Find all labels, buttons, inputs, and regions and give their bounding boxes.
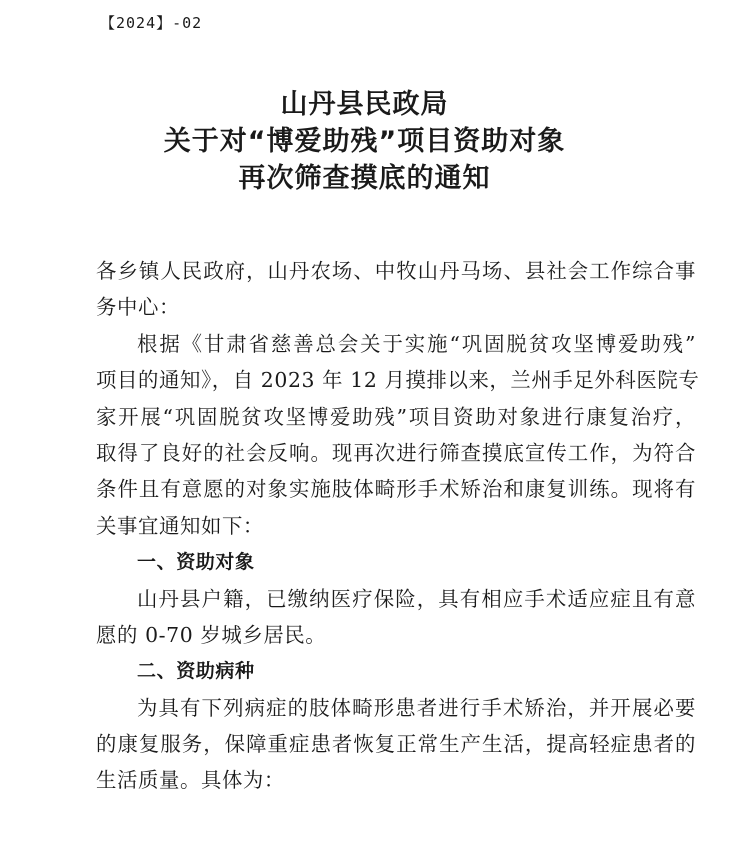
paragraph-line: 山丹县户籍，已缴纳医疗保险，具有相应手术适应症且有意: [137, 586, 696, 611]
paragraph-line: 项目的通知》，自 2023 年 12 月摸排以来，兰州手足外科医院专: [96, 368, 700, 393]
paragraph-line: 家开展“巩固脱贫攻坚博爱助残”项目资助对象进行康复治疗，: [96, 404, 696, 429]
paragraph-line: 条件且有意愿的对象实施肢体畸形手术矫治和康复训练。现将有: [96, 477, 696, 502]
paragraph-line: 关事宜通知如下：: [96, 513, 264, 538]
salutation-line: 各乡镇人民政府，山丹农场、中牧山丹马场、县社会工作综合事: [96, 259, 696, 283]
paragraph-line: 取得了良好的社会反响。现再次进行筛查摸底宣传工作，为符合: [96, 440, 696, 465]
section-heading: 二、资助病种: [137, 660, 255, 683]
paragraph-line: 愿的 0-70 岁城乡居民。: [96, 622, 327, 647]
title-line-subject: 关于对“博爱助残”项目资助对象: [163, 126, 566, 157]
section-heading: 一、资助对象: [137, 551, 255, 574]
paragraph-line: 的康复服务，保障重症患者恢复正常生产生活，提高轻症患者的: [96, 732, 696, 757]
document-body: [96, 253, 700, 799]
salutation-line: 务中心：: [96, 295, 180, 320]
paragraph-line: 生活质量。具体为：: [96, 768, 285, 793]
paragraph-line: 根据《甘肃省慈善总会关于实施“巩固脱贫攻坚博爱助残”: [137, 331, 696, 356]
title-line-issuer: 山丹县民政局: [280, 89, 449, 120]
title-line-notice: 再次筛查摸底的通知: [238, 163, 491, 194]
paragraph-line: 为具有下列病症的肢体畸形患者进行手术矫治，并开展必要: [137, 695, 696, 720]
document-title: [0, 86, 729, 197]
document-number: 【2024】-02: [100, 14, 203, 32]
